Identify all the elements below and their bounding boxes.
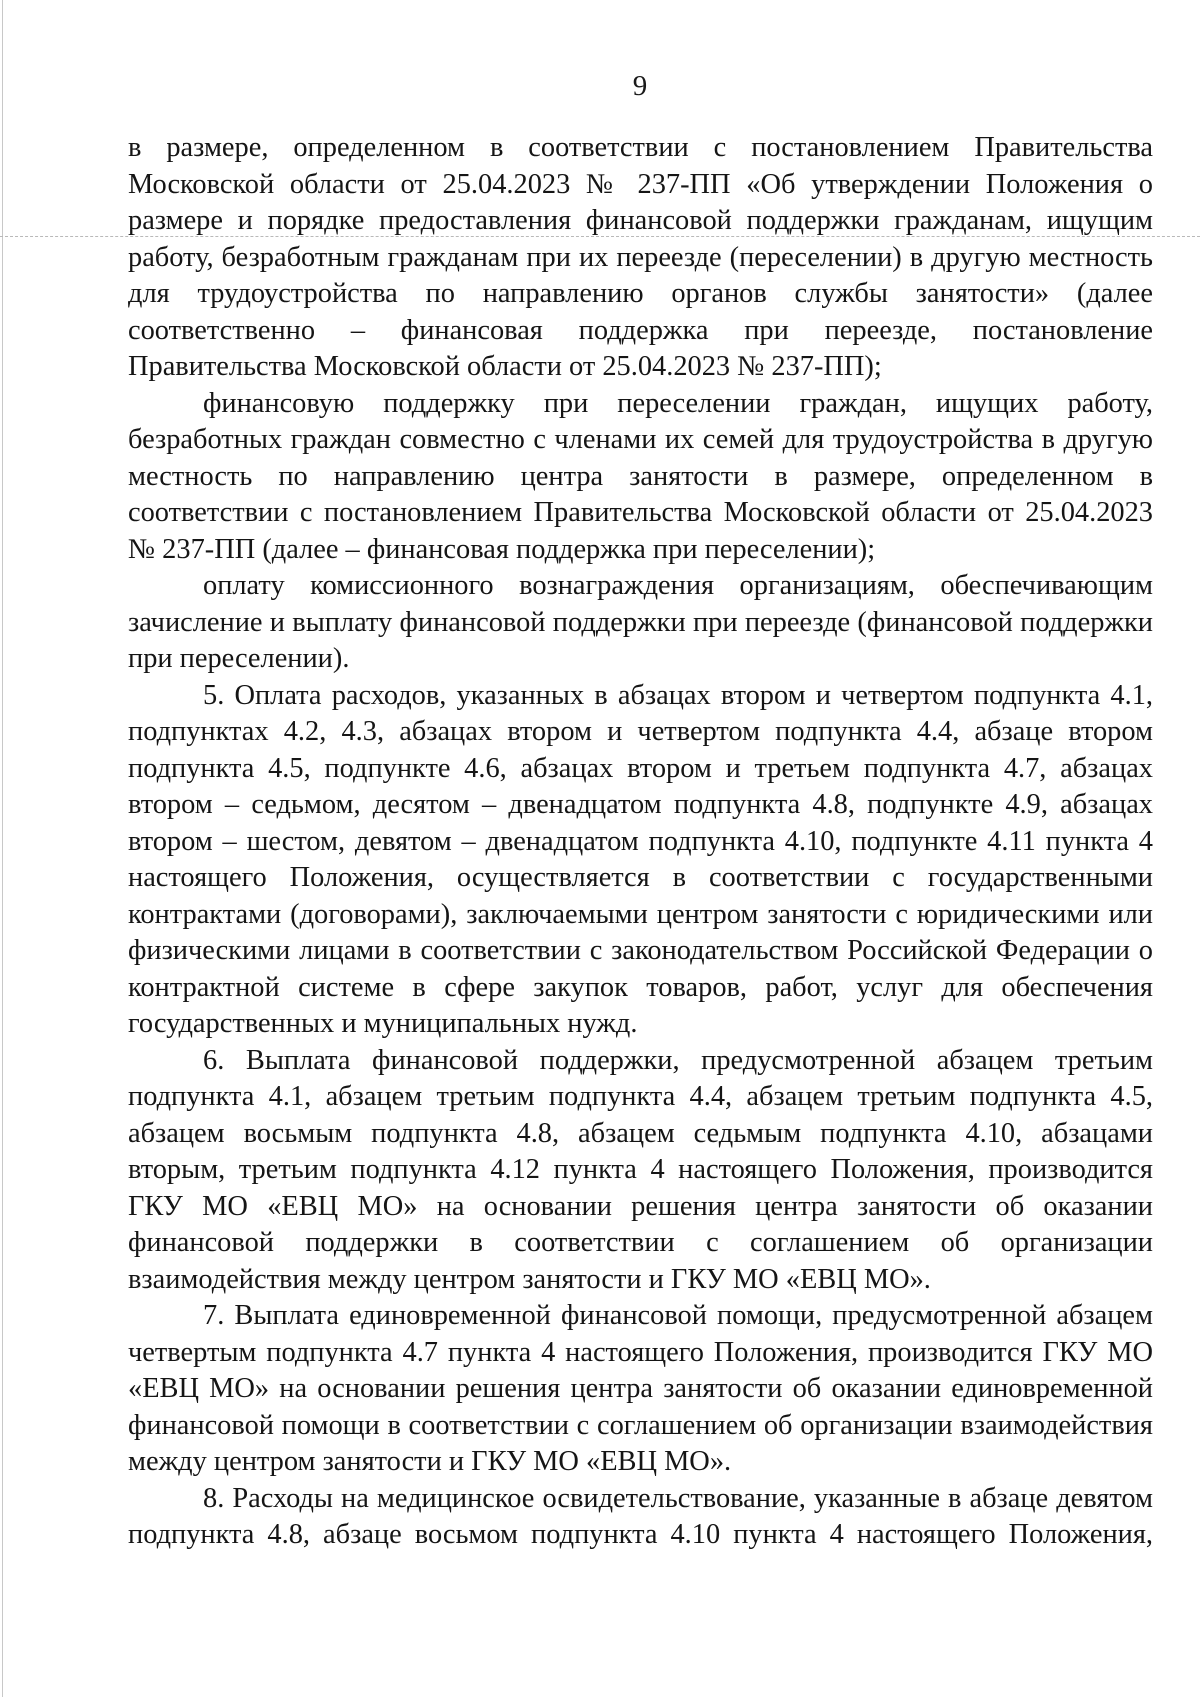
- paragraph-relocation-support: финансовую поддержку при переселении граждан, ищущих работу, безработных граждан совместно с членами их семей для трудоустройства в другую местность по направлению центра занятости в размере, определенном в соответствии с постановлением Правительства Московской области от 25.04.2023 № 237-ПП (далее – финансовая поддержка при переселении);: [128, 387, 1153, 565]
- paragraph-commission-payment: оплату комиссионного вознаграждения организациям, обеспечивающим зачисление и выплату финансовой поддержки при переезде (финансовой поддержки при переселении).: [128, 570, 1153, 674]
- scan-edge: [2, 0, 3, 1697]
- page-number: 9: [632, 70, 648, 102]
- paragraph-item-6: 6. Выплата финансовой поддержки, предусмотренной абзацем третьим подпункта 4.1, абзацем третьим подпункта 4.4, абзацем третьим подпункта 4.5, абзацем восьмым подпункта 4.8, абзацем седьмым подпункта 4.10, абзацами вторым, третьим подпункта 4.12 пункта 4 настоящего Положения, производится ГКУ МО «ЕВЦ МО» на основании решения центра занятости об оказании финансовой поддержки в соответствии с соглашением об организации взаимодействия между центром занятости и ГКУ МО «ЕВЦ МО».: [128, 1044, 1153, 1295]
- paragraph-continuation: в размере, определенном в соответствии с постановлением Правительства Московской области от 25.04.2023 № 237-ПП «Об утверждении Положения о размере и порядке предоставления финансовой поддержки гражданам, ищущим работу, безработным гражданам при их переезде (переселении) в другую местность для трудоустройства по направлению органов службы занятости» (далее соответственно – финансовая поддержка при переезде, постановление Правительства Московской области от 25.04.2023 № 237-ПП);: [128, 132, 1153, 382]
- paragraph-item-7: 7. Выплата единовременной финансовой помощи, предусмотренной абзацем четвертым подпункта 4.7 пункта 4 настоящего Положения, производится ГКУ МО «ЕВЦ МО» на основании решения центра занятости об оказании единовременной финансовой помощи в соответствии с соглашением об организации взаимодействия между центром занятости и ГКУ МО «ЕВЦ МО».: [128, 1300, 1153, 1477]
- paragraph-item-8: 8. Расходы на медицинское освидетельствование, указанные в абзаце девятом подпункта 4.8, абзаце восьмом подпункта 4.10 пункта 4 настоящего Положения,: [128, 1482, 1153, 1550]
- paragraph-item-5: 5. Оплата расходов, указанных в абзацах втором и четвертом подпункта 4.1, подпунктах 4.2, 4.3, абзацах втором и четвертом подпункта 4.4, абзаце втором подпункта 4.5, подпункте 4.6, абзацах втором и третьем подпункта 4.7, абзацах втором – седьмом, десятом – двенадцатом подпункта 4.8, подпункте 4.9, абзацах втором – шестом, девятом – двенадцатом подпункта 4.10, подпункте 4.11 пункта 4 настоящего Положения, осуществляется в соответствии с государственными контрактами (договорами), заключаемыми центром занятости с юридическими или физическими лицами в соответствии с законодательством Российской Федерации о контрактной системе в сфере закупок товаров, работ, услуг для обеспечения государственных и муниципальных нужд.: [128, 679, 1153, 1039]
- document-body: [128, 130, 1153, 1554]
